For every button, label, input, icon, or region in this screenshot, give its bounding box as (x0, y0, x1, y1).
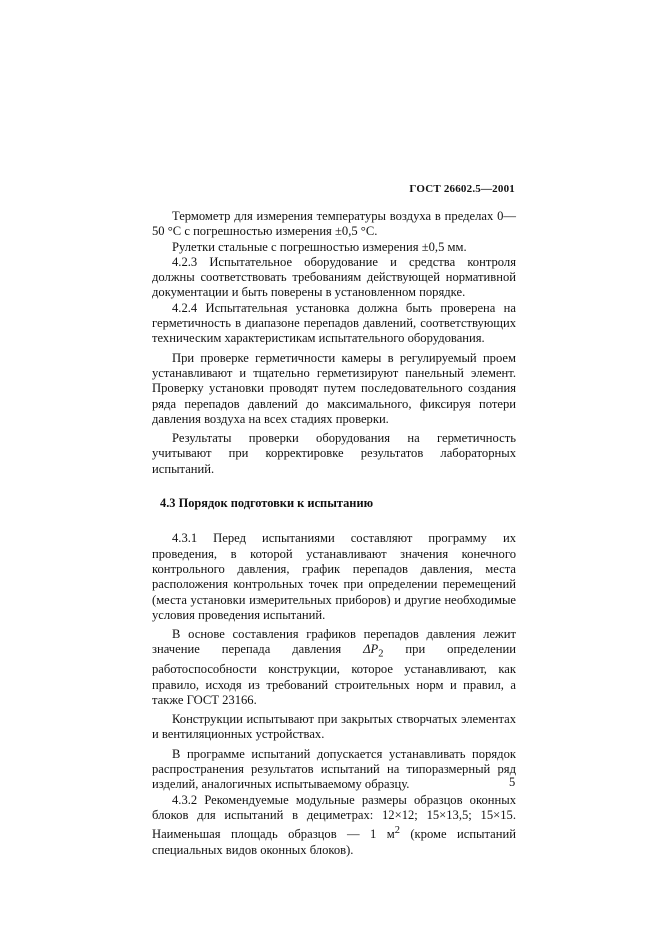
paragraph-tape-measure: Рулетки стальные с погрешностью измерения ±0,5 мм. (172, 239, 467, 254)
pressure-text-after: при определении работоспособности конструкции, которое устанавливают, как правило, исходя из требований строительных норм и правил, а также ГОСТ 23166. (152, 642, 516, 707)
paragraph-chamber-check: При проверке герметичности камеры в регулируемый проем устанавливают и тщательно герметизируют панельный элемент. Проверку установки проводят путем последовательного создания ряда перепадов давлений до максимального, фиксируя потери давления воздуха на всех стадиях проверки. (152, 350, 516, 426)
document-code-header: ГОСТ 26602.5—2001 (409, 183, 515, 195)
paragraph-pressure-graphs (152, 627, 516, 708)
paragraph-4-2-4: 4.2.4 Испытательная установка должна быть проверена на герметичность в диапазоне перепадов давлений, соответствующих техническим характеристикам испытательного оборудования. (152, 300, 516, 346)
sizes-text-before: 4.3.2 Рекомендуемые модульные размеры образцов оконных блоков для испытаний в дециметрах: 12×12; 15×13,5; 15×15. Наименьшая площадь образцов — 1 м (152, 792, 516, 842)
paragraph-4-2-3: 4.2.3 Испытательное оборудование и средства контроля должны соответствовать требованиям действующей нормативной документации и быть поверены в установленном порядке. (152, 254, 516, 300)
sizes-text-after: (кроме испытаний специальных видов оконных блоков). (152, 827, 516, 857)
delta-p-subscript: 2 (378, 648, 384, 660)
paragraph-program: В программе испытаний допускается устанавливать порядок распространения результатов испытаний на типоразмерный ряд изделий, аналогичных испытываемому образцу. (152, 746, 516, 792)
square-superscript: 2 (394, 825, 400, 837)
delta-p-symbol: ΔP (363, 642, 379, 657)
paragraph-thermometer: Термометр для измерения температуры воздуха в пределах 0—50 °С с погрешностью измерения ±0,5 °С. (152, 209, 516, 239)
page-number: 5 (509, 775, 516, 789)
paragraph-check-results: Результаты проверки оборудования на герметичность учитывают при корректировке результатов лабораторных испытаний. (152, 431, 516, 476)
paragraph-4-3-1: 4.3.1 Перед испытаниями составляют программу их проведения, в которой устанавливают значения конечного контрольного давления, график перепадов давления, места расположения контрольных точек при определении перемещений (места установки измерительных приборов) и другие необходимые условия проведения испытаний. (152, 531, 516, 622)
paragraph-constructions: Конструкции испытывают при закрытых створчатых элементах и вентиляционных устройствах. (152, 712, 516, 742)
pressure-text-before: В основе составления графиков перепадов давления лежит значение перепада давления (152, 627, 516, 657)
paragraph-4-3-2 (152, 793, 516, 858)
section-heading-4-3: 4.3 Порядок подготовки к испытанию (160, 496, 374, 511)
document-body (152, 209, 516, 858)
